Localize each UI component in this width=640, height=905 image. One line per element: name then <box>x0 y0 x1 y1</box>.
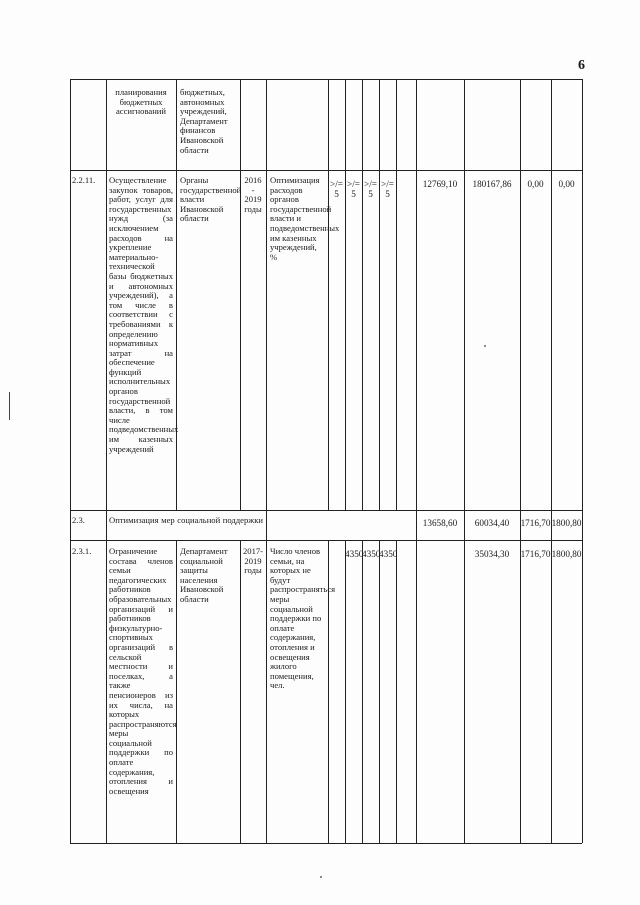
amount: 0,00 <box>558 179 575 189</box>
row-period: 2017-2019 годы <box>242 546 264 576</box>
target-value: 4350 <box>362 549 381 559</box>
scan-speck <box>484 345 486 347</box>
fragment-responsible: бюджетных, автономных учреждений, Департамент финансов Ивановской области <box>180 87 228 155</box>
row-number: 2.3.1. <box>72 546 92 556</box>
target-value: >/= 5 <box>381 179 394 199</box>
row-name: Осуществление закупок товаров, работ, услуг для государственных нужд (за исключением расходов на укрепление материально-технической базы бюджетных и автономных учреждений), а том числе в соответствии с требованиями к определению нормативных затрат на обеспечение функций исполнительных органов государственной власти, в том числе подведомственных им казенных учреждений <box>109 175 179 454</box>
row-indicator: Число членов семьи, на которых не будут распространяться меры социальной поддержки по оплате содержания, отопления и освещения жилого помещения, чел. <box>270 546 336 691</box>
row-name: Оптимизация мер социальной поддержки <box>109 515 263 525</box>
target-value: >/= 5 <box>330 179 343 199</box>
amount: 1716,70 <box>520 549 551 559</box>
target-value: >/= 5 <box>364 179 377 199</box>
row-number: 2.2.11. <box>72 175 96 185</box>
fragment-name: планирования бюджетных ассигнований <box>115 87 167 117</box>
amount: 0,00 <box>527 179 544 189</box>
amount: 13658,60 <box>422 518 458 528</box>
row-name: Ограничение состава членов семьи педагогических работников образовательных организаций и работников физкультурно-спортивных организаций в сельской местности и поселках, а также пенсионеров из их числа, на которых распространяются меры социальной поддержки по оплате содержания, отопления и освещения <box>109 546 177 796</box>
amount: 1716,70 <box>520 518 551 528</box>
page-number: 6 <box>578 58 585 73</box>
margin-mark <box>9 392 10 420</box>
row-responsible: Департамент социальной защиты населения Ивановской области <box>180 546 228 604</box>
amount: 12769,10 <box>422 179 458 189</box>
row-indicator: Оптимизация расходов органов государственной власти и подведомственных им казенных учреждений, % <box>270 175 340 262</box>
target-value: >/= 5 <box>347 179 360 199</box>
target-value: 4350 <box>345 549 364 559</box>
row-responsible: Органы государственной власти Ивановской области <box>180 175 242 224</box>
row-number: 2.3. <box>72 515 85 525</box>
amount: 180167,86 <box>472 179 512 189</box>
amount: 60034,40 <box>474 518 510 528</box>
row-period: 2016 - 2019 годы <box>244 175 262 214</box>
target-value: 4350 <box>379 549 398 559</box>
amount: 1800,80 <box>551 518 582 528</box>
scan-speck <box>320 876 322 878</box>
amount: 1800,80 <box>551 549 582 559</box>
amount: 35034,30 <box>474 549 510 559</box>
